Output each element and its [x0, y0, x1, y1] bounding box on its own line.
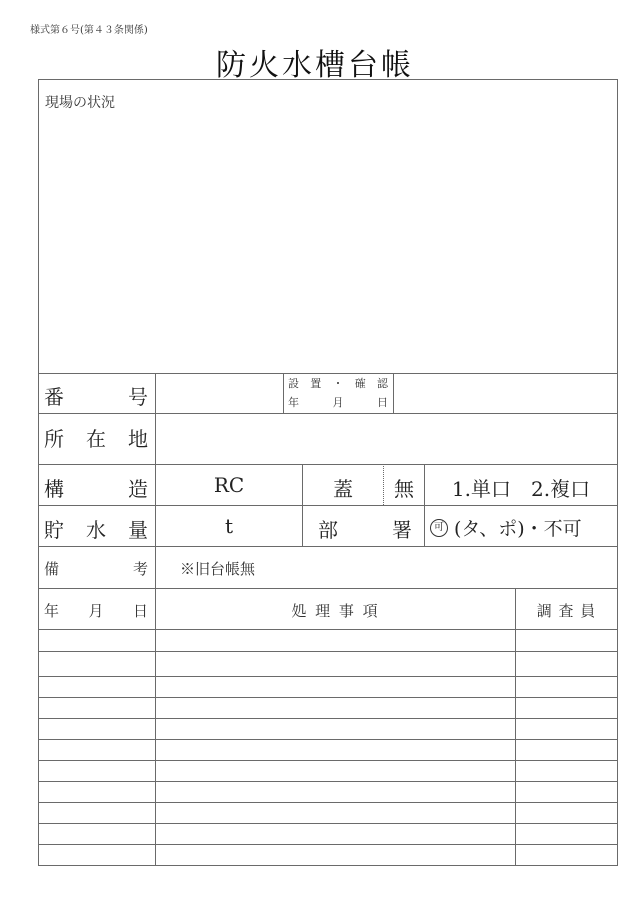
remarks-value[interactable]: ※旧台帳無 [180, 560, 256, 578]
department-value[interactable]: 可 (タ、ポ)・不可 [430, 514, 582, 541]
page-title: 防火水槽台帳 [216, 48, 414, 83]
log-header-inspector: 調 査 員 [536, 602, 597, 620]
circled-possible-icon: 可 [430, 519, 448, 537]
table-row[interactable] [38, 651, 618, 676]
number-label: 番 号 [44, 385, 148, 409]
location-label: 所 在 地 [44, 427, 148, 451]
log-table-rows [38, 629, 618, 866]
table-row[interactable] [38, 802, 618, 823]
table-row[interactable] [38, 676, 618, 697]
lid-type-options[interactable]: 1.単口 2.複口 [451, 477, 591, 501]
number-field[interactable] [156, 374, 282, 413]
structure-label: 構 造 [44, 477, 148, 501]
table-row[interactable] [38, 760, 618, 781]
install-confirm-label-line2: 年 月 日 [288, 396, 388, 409]
site-condition-label: 現場の状況 [45, 95, 115, 111]
lid-value[interactable]: 無 [394, 477, 414, 501]
capacity-label: 貯 水 量 [44, 518, 148, 542]
location-field[interactable] [156, 414, 617, 464]
site-condition-area[interactable] [39, 112, 617, 372]
table-row[interactable] [38, 823, 618, 844]
table-row[interactable] [38, 629, 618, 651]
capacity-value[interactable]: t [224, 514, 234, 538]
log-header-date: 年 月 日 [44, 602, 148, 620]
table-row[interactable] [38, 739, 618, 760]
table-row[interactable] [38, 718, 618, 739]
table-row[interactable] [38, 781, 618, 802]
department-label: 部 署 [318, 518, 412, 542]
install-confirm-date-field[interactable] [394, 374, 617, 413]
remarks-label: 備 考 [44, 560, 148, 578]
structure-value[interactable]: RC [213, 473, 245, 497]
log-header-action: 処 理 事 項 [291, 602, 380, 620]
install-confirm-label-line1: 設 置 ・ 確 認 [288, 377, 388, 390]
table-row[interactable] [38, 697, 618, 718]
lid-label: 蓋 [333, 477, 353, 501]
form-number: 様式第６号(第４３条関係) [30, 25, 148, 36]
table-row[interactable] [38, 844, 618, 865]
